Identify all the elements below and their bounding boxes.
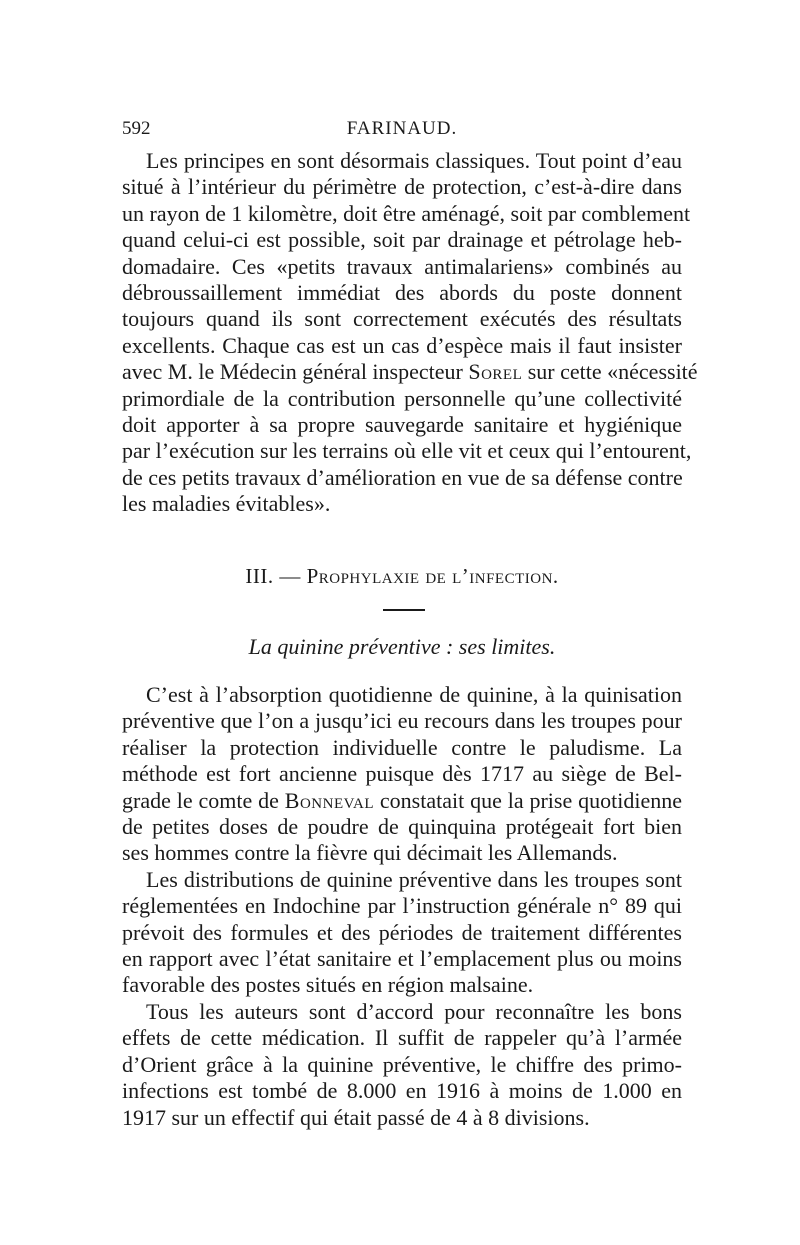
- text-line: préventive que l’on a jusqu’ici eu recours dans les troupes pour: [122, 708, 682, 734]
- section-title: Prophylaxie de l’infection.: [306, 564, 559, 588]
- page-header: [122, 118, 682, 148]
- text-fragment: sur cette «nécessité: [522, 359, 698, 385]
- text-fragment: avec M. le Médecin général inspecteur: [122, 359, 469, 385]
- running-title: FARINAUD.: [346, 118, 458, 139]
- text-line: infections est tombé de 8.000 en 1916 à moins de 1.000 en: [122, 1078, 682, 1104]
- text-line: en rapport avec l’état sanitaire et l’emplacement plus ou moins: [122, 946, 682, 972]
- text-line: toujours quand ils sont correctement exécutés des résultats: [122, 306, 682, 332]
- text-line: favorable des postes situés en région malsaine.: [122, 972, 534, 998]
- paragraphs-quinine: [122, 682, 682, 1131]
- section-heading: [122, 564, 682, 589]
- section-number: III. —: [245, 564, 307, 588]
- text-line: domadaire. Ces «petits travaux antimalariens» combinés au: [122, 253, 682, 279]
- text-line: effets de cette médication. Il suffit de rappeler qu’à l’armée: [122, 1025, 682, 1051]
- text-line: les maladies évitables».: [122, 491, 331, 517]
- text-line: prévoit des formules et des périodes de traitement différentes: [122, 919, 682, 945]
- text-fragment: constatait que la prise quotidienne: [374, 787, 682, 813]
- text-line: méthode est fort ancienne puisque dès 1717 au siège de Bel-: [122, 761, 682, 787]
- text-line: Les principes en sont désormais classiques. Tout point d’eau: [146, 148, 682, 173]
- text-line: C’est à l’absorption quotidienne de quinine, à la quinisation: [146, 682, 682, 707]
- text-line: débroussaillement immédiat des abords du poste donnent: [122, 280, 682, 306]
- text-line: primordiale de la contribution personnelle qu’une collectivité: [122, 385, 682, 411]
- author-name-sorel: Sorel: [468, 359, 523, 385]
- section-divider: [383, 609, 425, 611]
- text-line: situé à l’intérieur du périmètre de protection, c’est-à-dire dans: [122, 174, 682, 200]
- text-line: réglementées en Indochine par l’instruction générale n° 89 qui: [122, 893, 682, 919]
- text-line: [122, 359, 698, 385]
- text-line: ses hommes contre la fièvre qui décimait les Allemands.: [122, 840, 618, 866]
- text-line: 1917 sur un effectif qui était passé de 4 à 8 divisions.: [122, 1104, 590, 1130]
- subsection-heading: La quinine préventive : ses limites.: [248, 634, 556, 659]
- text-line: un rayon de 1 kilomètre, doit être aménagé, soit par comblement: [122, 200, 691, 226]
- text-line: [122, 788, 682, 814]
- page-number: 592: [122, 118, 151, 139]
- person-name-bonneval: Bonneval: [284, 787, 375, 813]
- text-line: excellents. Chaque cas est un cas d’espèce mais il faut insister: [122, 332, 682, 358]
- text-fragment: grade le comte de: [122, 787, 285, 813]
- text-line: quand celui-ci est possible, soit par drainage et pétrolage heb-: [122, 227, 682, 253]
- paragraph-malaria-works: [122, 148, 698, 518]
- text-line: doit apporter à sa propre sauvegarde sanitaire et hygiénique: [122, 412, 682, 438]
- text-line: Tous les auteurs sont d’accord pour reconnaître les bons: [146, 998, 682, 1024]
- text-line: d’Orient grâce à la quinine préventive, le chiffre des primo-: [122, 1051, 682, 1077]
- text-line: Les distributions de quinine préventive dans les troupes sont: [146, 866, 682, 892]
- text-line: par l’exécution sur les terrains où elle vit et ceux qui l’entourent,: [122, 438, 692, 464]
- text-line: de petites doses de poudre de quinquina protégeait fort bien: [122, 814, 682, 840]
- text-line: réaliser la protection individuelle contre le paludisme. La: [122, 734, 682, 760]
- text-line: de ces petits travaux d’amélioration en vue de sa défense contre: [122, 464, 683, 490]
